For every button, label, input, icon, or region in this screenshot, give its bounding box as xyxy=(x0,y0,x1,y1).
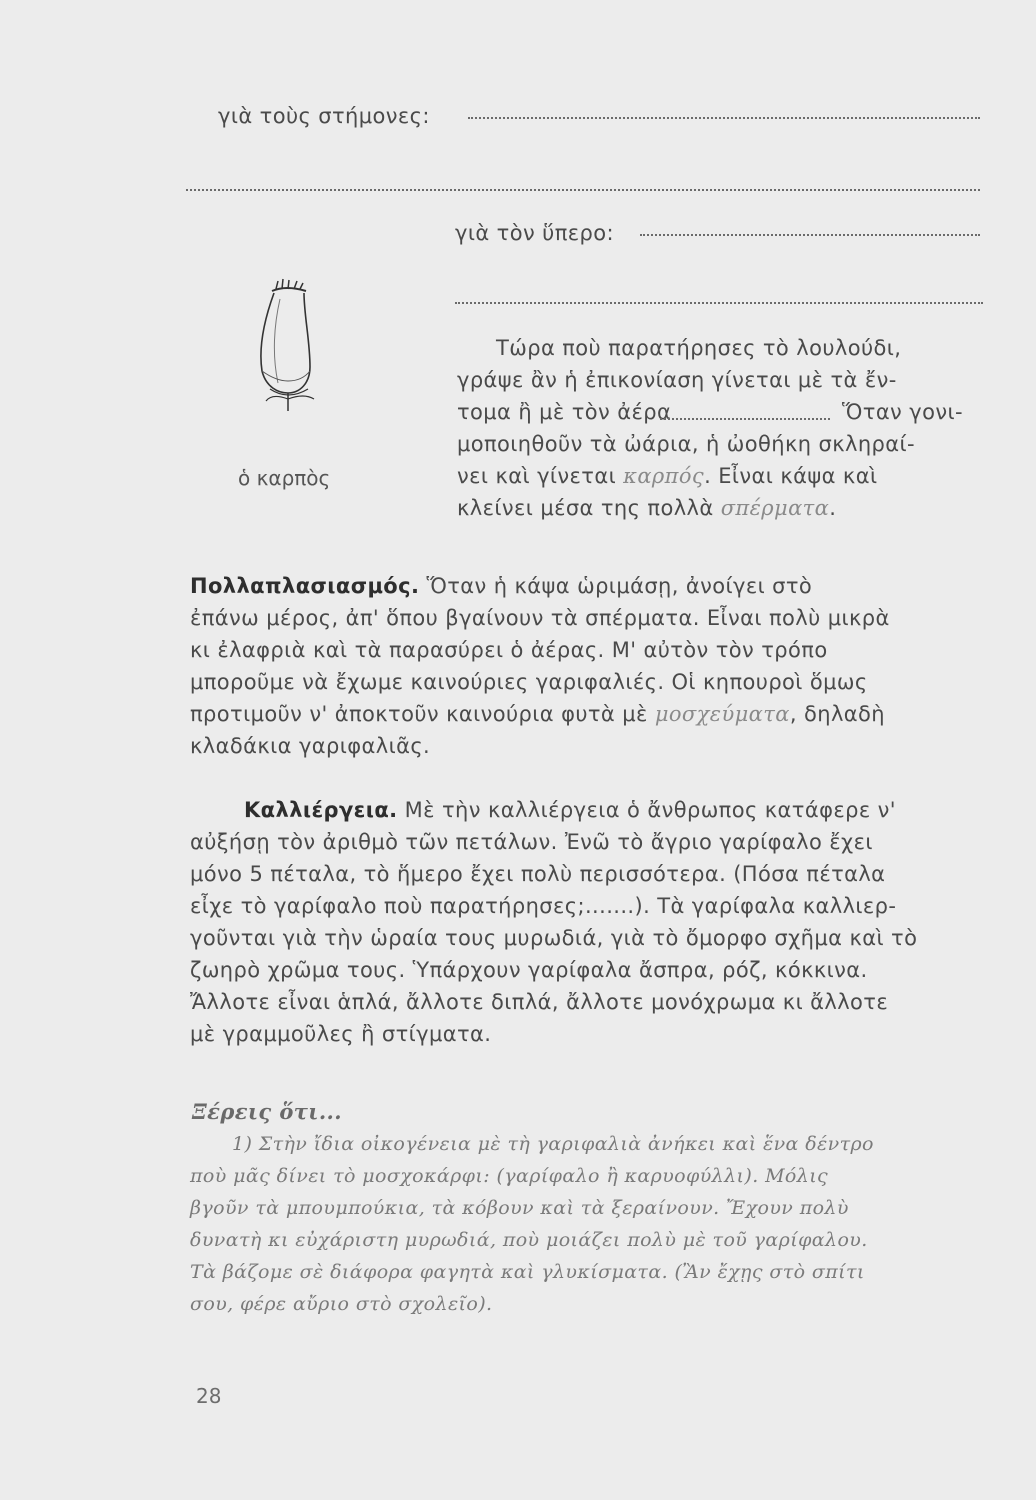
multiplication-line-2: ἐπάνω μέρος, ἀπ' ὅπου βγαίνουν τὰ σπέρματα. Εἶναι πολὺ μικρὰ xyxy=(190,606,890,630)
multiplication-line-5: προτιμοῦν ν' ἀποκτοῦν καινούρια φυτὰ μὲ μοσχεύματα, δηλαδὴ xyxy=(190,702,885,726)
observe-line-1: Τώρα ποὺ παρατήρησες τὸ λουλούδι, xyxy=(496,336,902,360)
pistil-label: γιὰ τὸν ὕπερο: xyxy=(455,221,614,245)
pistil-answer-line-2[interactable] xyxy=(455,302,983,304)
cultivation-line-6: ζωηρὸ χρῶμα τους. Ὑπάρχουν γαρίφαλα ἄσπρα, ρόζ, κόκκινα. xyxy=(190,958,868,982)
observe-line-5: νει καὶ γίνεται καρπός. Εἶναι κάψα καὶ xyxy=(457,464,878,488)
know-line-3: βγοῦν τὰ μπουμπούκια, τὰ κόβουν καὶ τὰ ξεραίνουν. Ἔχουν πολὺ xyxy=(190,1197,849,1219)
observe-line-3: τομα ἢ μὲ τὸν ἀέρα xyxy=(457,400,672,424)
multiplication-line-3: κι ἐλαφριὰ καὶ τὰ παρασύρει ὁ ἀέρας. Μ' αὐτὸν τὸν τρόπο xyxy=(190,638,828,662)
pistil-answer-line[interactable] xyxy=(640,234,980,236)
seed-pod-icon xyxy=(248,275,318,415)
multiplication-line-1: Πολλαπλασιασμός. Ὅταν ἡ κάψα ὡριμάσῃ, ἀνοίγει στὸ xyxy=(190,574,813,598)
observe-line-4: μοποιηθοῦν τὰ ὠάρια, ἡ ὠοθήκη σκληραί- xyxy=(457,432,916,456)
stamens-answer-line[interactable] xyxy=(468,117,980,119)
know-line-1: 1) Στὴν ἴδια οἰκογένεια μὲ τὴ γαριφαλιὰ ἀνήκει καὶ ἕνα δέντρο xyxy=(232,1133,874,1155)
observe-line-2: γράψε ἂν ἡ ἐπικονίαση γίνεται μὲ τὰ ἔν- xyxy=(457,368,897,392)
term-seeds: σπέρματα xyxy=(720,496,830,520)
multiplication-line-4: μποροῦμε νὰ ἔχωμε καινούριες γαριφαλιές. Οἱ κηπουροὶ ὅμως xyxy=(190,670,868,694)
term-cuttings: μοσχεύματα xyxy=(654,702,790,726)
observe-line-3b: Ὅταν γονι- xyxy=(842,400,963,424)
observe-line-6: κλείνει μέσα της πολλὰ σπέρματα. xyxy=(457,496,837,520)
multiplication-heading: Πολλαπλασιασμός. xyxy=(190,574,420,598)
multiplication-line-6: κλαδάκια γαριφαλιᾶς. xyxy=(190,734,431,758)
cultivation-line-3: μόνο 5 πέταλα, τὸ ἥμερο ἔχει πολὺ περισσότερα. (Πόσα πέταλα xyxy=(190,862,886,886)
term-fruit: καρπός xyxy=(623,464,705,488)
cultivation-line-2: αὐξήσῃ τὸν ἀριθμὸ τῶν πετάλων. Ἐνῶ τὸ ἄγριο γαρίφαλο ἔχει xyxy=(190,830,873,854)
pollination-answer-line[interactable] xyxy=(660,418,830,420)
page-number: 28 xyxy=(196,1384,222,1408)
know-line-5: Τὰ βάζομε σὲ διάφορα φαγητὰ καὶ γλυκίσματα. (Ἂν ἔχῃς στὸ σπίτι xyxy=(190,1261,865,1283)
know-line-2: ποὺ μᾶς δίνει τὸ μοσχοκάρφι: (γαρίφαλο ἢ καρυοφύλλι). Μόλις xyxy=(190,1165,829,1187)
know-line-6: σου, φέρε αὔριο στὸ σχολεῖο). xyxy=(190,1293,493,1315)
cultivation-heading: Καλλιέργεια. xyxy=(244,798,398,822)
figure-caption: ὁ καρπὸς xyxy=(238,466,331,490)
cultivation-line-4: εἶχε τὸ γαρίφαλο ποὺ παρατήρησες;.......). Τὰ γαρίφαλα καλλιερ- xyxy=(190,894,897,918)
cultivation-line-8: μὲ γραμμοῦλες ἢ στίγματα. xyxy=(190,1022,492,1046)
cultivation-line-1: Καλλιέργεια. Μὲ τὴν καλλιέργεια ὁ ἄνθρωπος κατάφερε ν' xyxy=(244,798,896,822)
cultivation-line-5: γοῦνται γιὰ τὴν ὡραία τους μυρωδιά, γιὰ τὸ ὄμορφο σχῆμα καὶ τὸ xyxy=(190,926,918,950)
cultivation-line-7: Ἄλλοτε εἶναι ἁπλά, ἄλλοτε διπλά, ἄλλοτε μονόχρωμα κι ἄλλοτε xyxy=(190,990,889,1014)
stamens-answer-line-2[interactable] xyxy=(186,189,980,191)
stamens-label: γιὰ τοὺς στήμονες: xyxy=(218,104,430,128)
know-line-4: δυνατὴ κι εὐχάριστη μυρωδιά, ποὺ μοιάζει πολὺ μὲ τοῦ γαρίφαλου. xyxy=(190,1229,868,1251)
know-heading: Ξέρεις ὅτι... xyxy=(192,1099,342,1124)
